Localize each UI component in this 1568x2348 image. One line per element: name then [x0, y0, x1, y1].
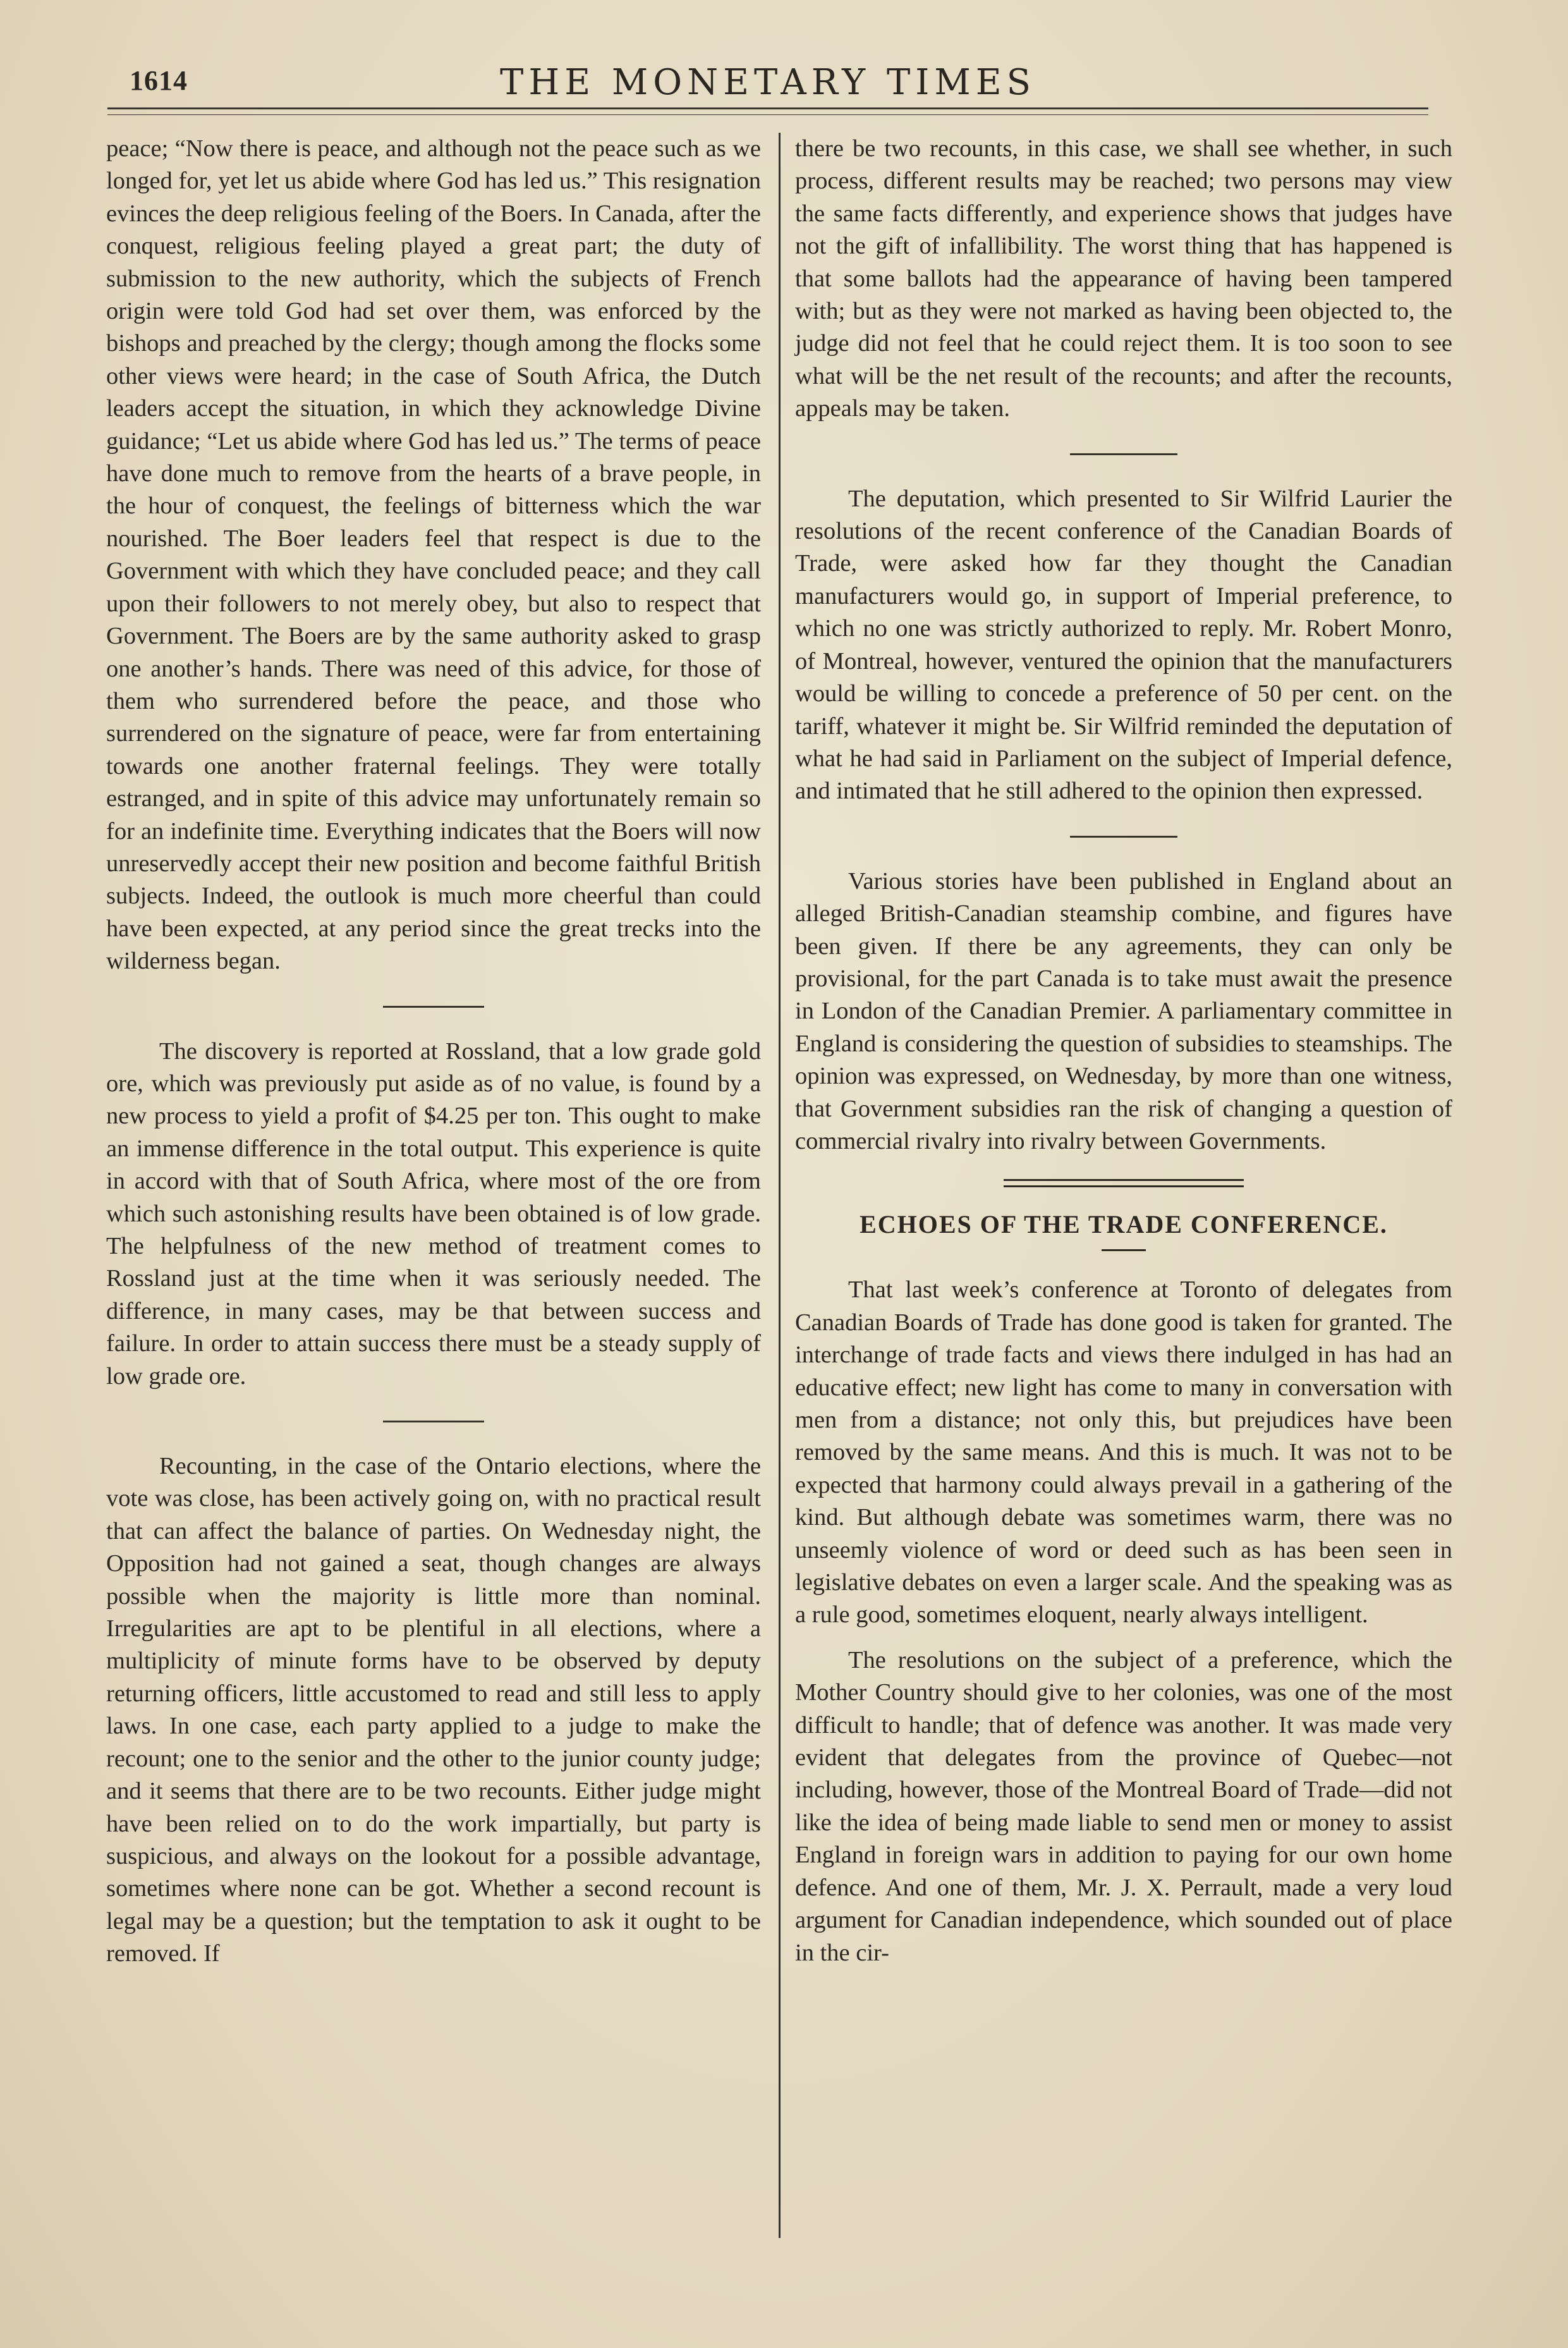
column-divider — [779, 133, 781, 2238]
article-paragraph: That last week’s conference at Toronto of delegates from Canadian Boards of Trade has done good is taken for granted. The interchange of trade facts and views there indulged in has had an educative effect; new light has come to many in conversation with men from a distance; not only this, but prejudices have been removed by the same means. And this is much. It was not to be expected that harmony could always prevail in a gathering of the kind. But although debate was sometimes warm, there was no unseemly violence of word or deed such as has been seen in legislative debates on even a larger scale. And the speaking was as a rule good, sometimes eloquent, nearly always intelligent. — [795, 1276, 1452, 1629]
article-paragraph: there be two recounts, in this case, we shall see whether, in such process, different results may be reached; two persons may view the same facts differently, and experience shows that judges have not the gift of infallibility. The worst thing that has happened is that some ballots had the appearance of having been tampered with; but as they were not marked as having been objected to, the judge did not feel that he could reject them. It is too soon to see what will be the net result of the recounts; and after the recounts, appeals may be taken. — [795, 135, 1452, 422]
double-rule — [1004, 1179, 1244, 1187]
article-paragraph: The discovery is reported at Rossland, that a low grade gold ore, which was previously put aside as of no value, is found by a new process to yield a profit of $4.25 per ton. This ought to make an immense difference in the total output. This experience is quite in accord with that of South Africa, where most of the ore from which such astonishing results have been obtained is of low grade. The helpfulness of the new method of treatment comes to Rossland just at the time when it was seriously needed. The difference, in many cases, may be that between success and failure. In order to attain success there must be a steady supply of low grade ore. — [106, 1037, 761, 1390]
section-separator — [383, 1421, 484, 1422]
paragraph-gap — [795, 1632, 1452, 1644]
article-paragraph: Various stories have been published in England about an alleged British-Canadian steamship combine, and figures have been given. If there be any agreements, they can only be provisional, for the part Canada is to take must await the presence in London of the Canadian Premier. A parliamentary committee in England is considering the question of subsidies to steamships. The opinion was expressed, on Wednesday, by more than one witness, that Government subsidies ran the risk of changing a question of commercial rivalry into rivalry between Governments. — [795, 867, 1452, 1154]
page-number: 1614 — [130, 65, 188, 96]
article-paragraph: The resolutions on the subject of a preference, which the Mother Country should give to her colonies, was one of the most difficult to handle; that of defence was another. It was made very evident that delegates from the province of Quebec—not including, however, those of the Montreal Board of Trade—did not like the idea of being made liable to send men or money to assist England in foreign wars in addition to paying for our own home defence. And one of them, Mr. J. X. Perrault, made a very loud argument for Canadian independence, which sounded out of place in the cir- — [795, 1646, 1452, 1966]
header-rule — [107, 107, 1428, 109]
journal-title: THE MONETARY TIMES — [500, 62, 1036, 103]
heading-rule — [1102, 1249, 1146, 1251]
article-paragraph: The deputation, which presented to Sir Wilfrid Laurier the resolutions of the recent conference of the Canadian Boards of Trade, were asked how far they thought the Canadian manufacturers would go, in support of Imperial preference, to which no one was strictly authorized to reply. Mr. Robert Monro, of Montreal, however, ventured the opinion that the manufacturers would be willing to concede a preference of 50 per cent. on the tariff, whatever it might be. Sir Wilfrid reminded the deputation of what he had said in Parliament on the subject of Imperial defence, and intimated that he still adhered to the opinion then expressed. — [795, 485, 1452, 805]
header-rule-thin — [107, 114, 1428, 115]
section-heading: ECHOES OF THE TRADE CONFERENCE. — [860, 1210, 1388, 1239]
section-separator — [383, 1006, 484, 1008]
article-paragraph: Recounting, in the case of the Ontario elections, where the vote was close, has been actively going on, with no practical result that can affect the balance of parties. On Wednesday night, the Opposition had not gained a seat, though changes are always possible when the majority is little more than nominal. Irregularities are apt to be plentiful in all elections, where a multiplicity of minute forms have to be observed by deputy returning officers, little accustomed to read and still less to apply laws. In one case, each party applied to a judge to make the recount; one to the senior and the other to the junior county judge; and it seems that there are to be two recounts. Either judge might have been relied on to do the work impartially, but party is suspicious, and always on the lookout for a possible advantage, sometimes where none can be got. Whether a second recount is legal may be a question; but the temptation to ask it ought to be removed. If — [106, 1453, 761, 1967]
article-paragraph: peace; “Now there is peace, and although not the peace such as we longed for, yet let us abide where God has led us.” This resignation evinces the deep religious feeling of the Boers. In Canada, after the conquest, religious feeling played a great part; the duty of submission to the new authority, which the subjects of French origin were told God had set over them, was enforced by the bishops and preached by the clergy; though among the flocks some other views were heard; in the case of South Africa, the Dutch leaders accept the situation, in which they acknowledge Divine guidance; “Let us abide where God has led us.” The terms of peace have done much to remove from the hearts of a brave people, in the hour of conquest, the feelings of bitterness which the war nourished. The Boer leaders feel that respect is due to the Government with which they have concluded peace; and they call upon their followers to not merely obey, but also to respect that Government. The Boers are by the same authority asked to grasp one another’s hands. There was need of this advice, for those of them who surrendered before the peace, and those who surrendered on the signature of peace, were far from entertaining towards one another fraternal feelings. They were totally estranged, and in spite of this advice may unfortunately remain so for an indefinite time. Everything indicates that the Boers will now unreservedly accept their new position and become faithful British subjects. Indeed, the outlook is much more cheerful than could have been expected, at any period since the great trecks into the wilderness began. — [106, 135, 761, 975]
right-column — [795, 133, 1452, 1969]
left-column — [106, 133, 761, 1971]
section-separator — [1070, 453, 1177, 455]
page-header — [104, 58, 1431, 102]
section-separator — [1070, 836, 1177, 838]
